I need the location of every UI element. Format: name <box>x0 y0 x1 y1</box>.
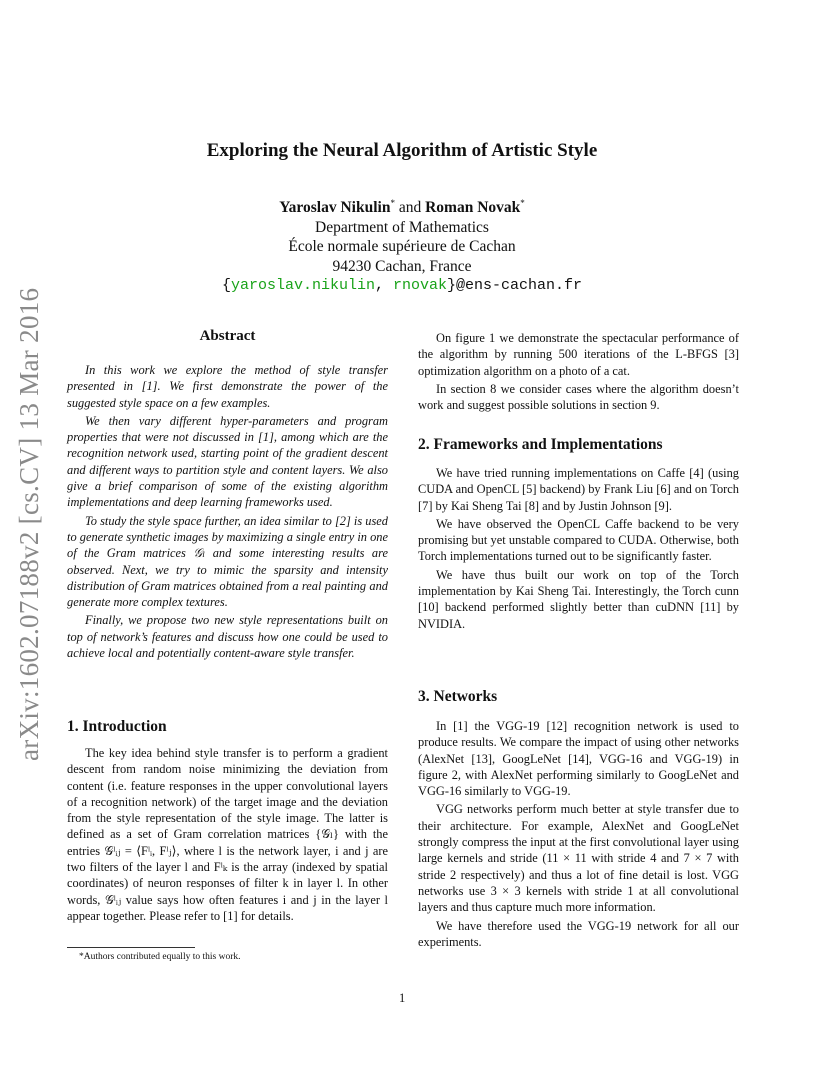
frameworks-body <box>418 465 739 632</box>
abstract-p4: Finally, we propose two new style representations built on top of network’s features and discuss how one could be used to achieve local and potentially content-aware style transfer. <box>67 613 388 661</box>
right-intro-p2: In section 8 we consider cases where the algorithm doesn’t work and suggest possible solutions in section 9. <box>418 381 739 413</box>
footnote-rule <box>67 947 195 948</box>
author-2-mark: * <box>520 198 525 208</box>
right-intro-body <box>418 330 739 413</box>
networks-p2: VGG networks perform much better at style transfer due to their architecture. For example, AlexNet and GoogLeNet strongly compress the input at the first convolutional layer using large kernels and stride (11 × 11 with stride 4 and 7 × 7 with stride 2 respectively) and thus a lot of fine detail is lost. VGG networks use 3 × 3 kernels with stride 1 at all convolutional layers and thus capture much more information. <box>418 802 739 915</box>
paper-title: Exploring the Neural Algorithm of Artistic Style <box>206 140 598 161</box>
abstract-body <box>67 362 388 661</box>
school: École normale supérieure de Cachan <box>288 238 516 256</box>
address: 94230 Cachan, France <box>332 257 472 275</box>
networks-p3: We have therefore used the VGG-19 network for all our experiments. <box>418 918 739 949</box>
email-open: { <box>221 277 231 295</box>
abstract-p1: In this work we explore the method of style transfer presented in [1]. We first demonstrate the power of the suggested style space on a few examples. <box>67 363 388 410</box>
networks-p1: In [1] the VGG-19 [12] recognition network is used to produce results. We compare the impact of using other networks (AlexNet [13], GoogLeNet [14], VGG-16 and VGG-19) in figure 2, with AlexNet performing similarly to GoogLeNet and VGG-16 similarly to VGG-19. <box>418 719 739 799</box>
introduction-body <box>67 745 388 924</box>
section-frameworks-heading: 2. Frameworks and Implementations <box>418 436 663 453</box>
abstract-p3: To study the style space further, an idea similar to [2] is used to generate synthetic images by maximizing a single entry in one of the Gram matrices 𝒢ₗ and some interesting results are observed. Next, we try to mimic the sparsity and intensity distribution of Gram matrices obtained from a real painting and generate more complex textures. <box>67 513 388 610</box>
email-link-2[interactable]: rnovak <box>393 277 448 295</box>
department: Department of Mathematics <box>315 218 489 236</box>
email <box>100 276 704 296</box>
right-intro-p1: On figure 1 we demonstrate the spectacular performance of the algorithm by running 500 iterations of the L-BFGS [3] optimization algorithm on a photo of a cat. <box>418 331 739 378</box>
page-number: 1 <box>399 991 406 1005</box>
author-line <box>100 194 704 218</box>
abstract-heading: Abstract <box>199 328 256 344</box>
author-2: Roman Novak <box>425 199 521 217</box>
section-networks-heading: 3. Networks <box>418 688 498 705</box>
email-link-1[interactable]: yaroslav.nikulin <box>230 277 375 295</box>
frameworks-p2: We have observed the OpenCL Caffe backend to be very promising but yet unstable compared to CUDA. Otherwise, both Torch implementations turned out to be significantly faster. <box>418 516 739 564</box>
arxiv-identifier: arXiv:1602.07188v2 [cs.CV] 13 Mar 2016 <box>14 287 44 761</box>
frameworks-p1: We have tried running implementations on Caffe [4] (using CUDA and OpenCL [5] backend) by Frank Liu [6] and on Torch [7] by Kai Sheng Tai [8] and by Justin Johnson [9]. <box>418 466 739 513</box>
author-and: and <box>394 199 426 217</box>
abstract-p2: We then vary different hyper-parameters and program properties that were not discussed in [1], among which are the recognition network used, starting point of the gradient descent and different ways to partition style and content layers. We also give a brief comparison of some of the existing algorithm implementations and deep learning frameworks used. <box>67 413 388 510</box>
intro-p1: The key idea behind style transfer is to perform a gradient descent from random noise minimizing the deviation from content (i.e. feature responses in the upper convolutional layers of a recognition network) of the target image and the deviation from the style representation of the style image. The latter is defined as a set of Gram correlation matrices {𝒢ₗ} with the entries 𝒢ˡᵢⱼ = ⟨Fˡᵢ, Fˡⱼ⟩, where l is the network layer, i and j are two filters of the layer l and Fˡₖ is the array (indexed by spatial coordinates) of neuron responses of filter k in layer l. In other words, 𝒢ˡᵢⱼ value says how often features i and j in the layer l appear together. Please refer to [1] for details. <box>67 746 388 923</box>
email-sep: , <box>374 277 393 295</box>
frameworks-p3: We have thus built our work on top of the Torch implementation by Kai Sheng Tai. Interestingly, the Torch cunn [10] backend performed slightly better than cuDNN [11] by NVIDIA. <box>418 567 739 631</box>
section-introduction-heading: 1. Introduction <box>67 718 167 735</box>
networks-body <box>418 718 739 950</box>
footnote: *Authors contributed equally to this work. <box>79 952 241 962</box>
email-domain: }@ens-cachan.fr <box>447 277 583 295</box>
author-1: Yaroslav Nikulin <box>279 199 391 217</box>
author-block <box>100 194 704 296</box>
author-1-mark: * <box>390 198 395 208</box>
